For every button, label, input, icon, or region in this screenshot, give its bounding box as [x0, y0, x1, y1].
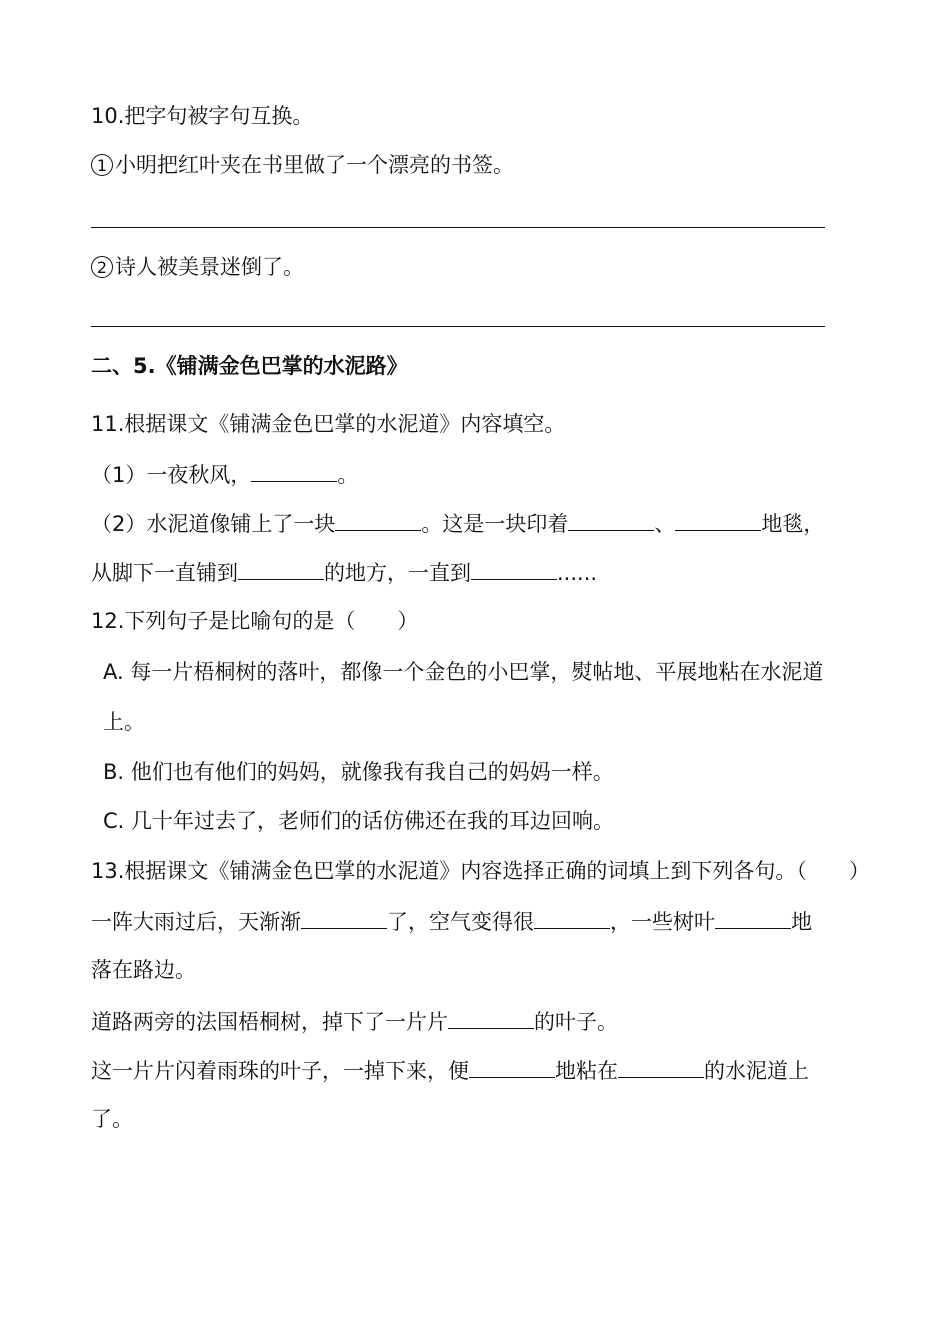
q12-option-a-cont: 上。 [103, 710, 145, 734]
q13-sentence-3-cont: 了。 [91, 1107, 133, 1131]
q13-s3-text-a: 这一片片闪着雨珠的叶子，一掉下来，便 [91, 1059, 469, 1083]
q11-part-3-text-a: 从脚下一直铺到 [91, 561, 238, 585]
fill-blank[interactable] [471, 557, 557, 580]
q13-sentence-3 [91, 1055, 809, 1086]
q13-s2-text-b: 的叶子。 [534, 1010, 618, 1034]
fill-blank[interactable] [238, 557, 324, 580]
fill-blank[interactable] [301, 906, 387, 929]
section-heading: 二、5.《铺满金色巴掌的水泥路》 [91, 354, 408, 378]
q13-s3-text-c: 的水泥道上 [704, 1059, 809, 1083]
circled-number-2: 2 [91, 256, 113, 278]
q13-title: 13.根据课文《铺满金色巴掌的水泥道》内容选择正确的词填上到下列各句。（ ） [91, 859, 870, 883]
fill-blank[interactable] [675, 508, 761, 531]
q13-s1-text-d: 地 [791, 910, 812, 934]
fill-blank[interactable] [568, 508, 654, 531]
q12-option-a[interactable]: A. 每一片梧桐树的落叶，都像一个金色的小巴掌，熨帖地、平展地粘在水泥道 [103, 660, 824, 684]
q11-part-1 [91, 459, 358, 490]
q12-option-b[interactable]: B. 他们也有他们的妈妈，就像我有我自己的妈妈一样。 [103, 760, 614, 784]
q10-item-1-text: 小明把红叶夹在书里做了一个漂亮的书签。 [115, 153, 514, 177]
q13-sentence-1-cont: 落在路边。 [91, 958, 196, 982]
q13-sentence-2 [91, 1006, 618, 1037]
q13-s1-text-c: ，一些树叶 [610, 910, 715, 934]
q11-part-1-end: 。 [337, 463, 359, 487]
q12-title: 12.下列句子是比喻句的是（ ） [91, 609, 419, 633]
q11-part-2-text-c: 、 [654, 512, 676, 536]
fill-blank[interactable] [251, 459, 337, 482]
fill-blank[interactable] [469, 1055, 555, 1078]
fill-blank[interactable] [534, 906, 610, 929]
q13-s1-text-a: 一阵大雨过后，天渐渐 [91, 910, 301, 934]
q13-s1-text-b: 了，空气变得很 [387, 910, 534, 934]
q11-part-2-text-d: 地毯， [761, 512, 825, 536]
q10-item-2 [91, 252, 304, 282]
q13-sentence-1 [91, 906, 812, 937]
fill-blank[interactable] [618, 1055, 704, 1078]
answer-line-1[interactable] [91, 227, 825, 228]
q10-item-1 [91, 150, 514, 180]
q12-option-c[interactable]: C. 几十年过去了，老师们的话仿佛还在我的耳边回响。 [103, 809, 615, 833]
q10-item-2-text: 诗人被美景迷倒了。 [115, 255, 304, 279]
fill-blank[interactable] [335, 508, 421, 531]
q13-s3-text-b: 地粘在 [555, 1059, 618, 1083]
q11-part-2 [91, 508, 824, 539]
q11-part-2-text-a: （2）水泥道像铺上了一块 [91, 512, 336, 536]
q13-s2-text-a: 道路两旁的法国梧桐树，掉下了一片片 [91, 1010, 448, 1034]
q11-part-2-text-b: 。这是一块印着 [421, 512, 569, 536]
fill-blank[interactable] [715, 906, 791, 929]
q10-title: 10.把字句被字句互换。 [91, 104, 314, 128]
q11-part-3-text-b: 的地方，一直到 [324, 561, 471, 585]
q11-title: 11.根据课文《铺满金色巴掌的水泥道》内容填空。 [91, 412, 566, 436]
q11-part-3-text-c: ...... [557, 561, 598, 585]
fill-blank[interactable] [448, 1006, 534, 1029]
answer-line-2[interactable] [91, 326, 825, 327]
q11-part-2-cont [91, 557, 597, 588]
q11-part-1-text: （1）一夜秋风， [91, 463, 252, 487]
circled-number-1: 1 [91, 154, 113, 176]
